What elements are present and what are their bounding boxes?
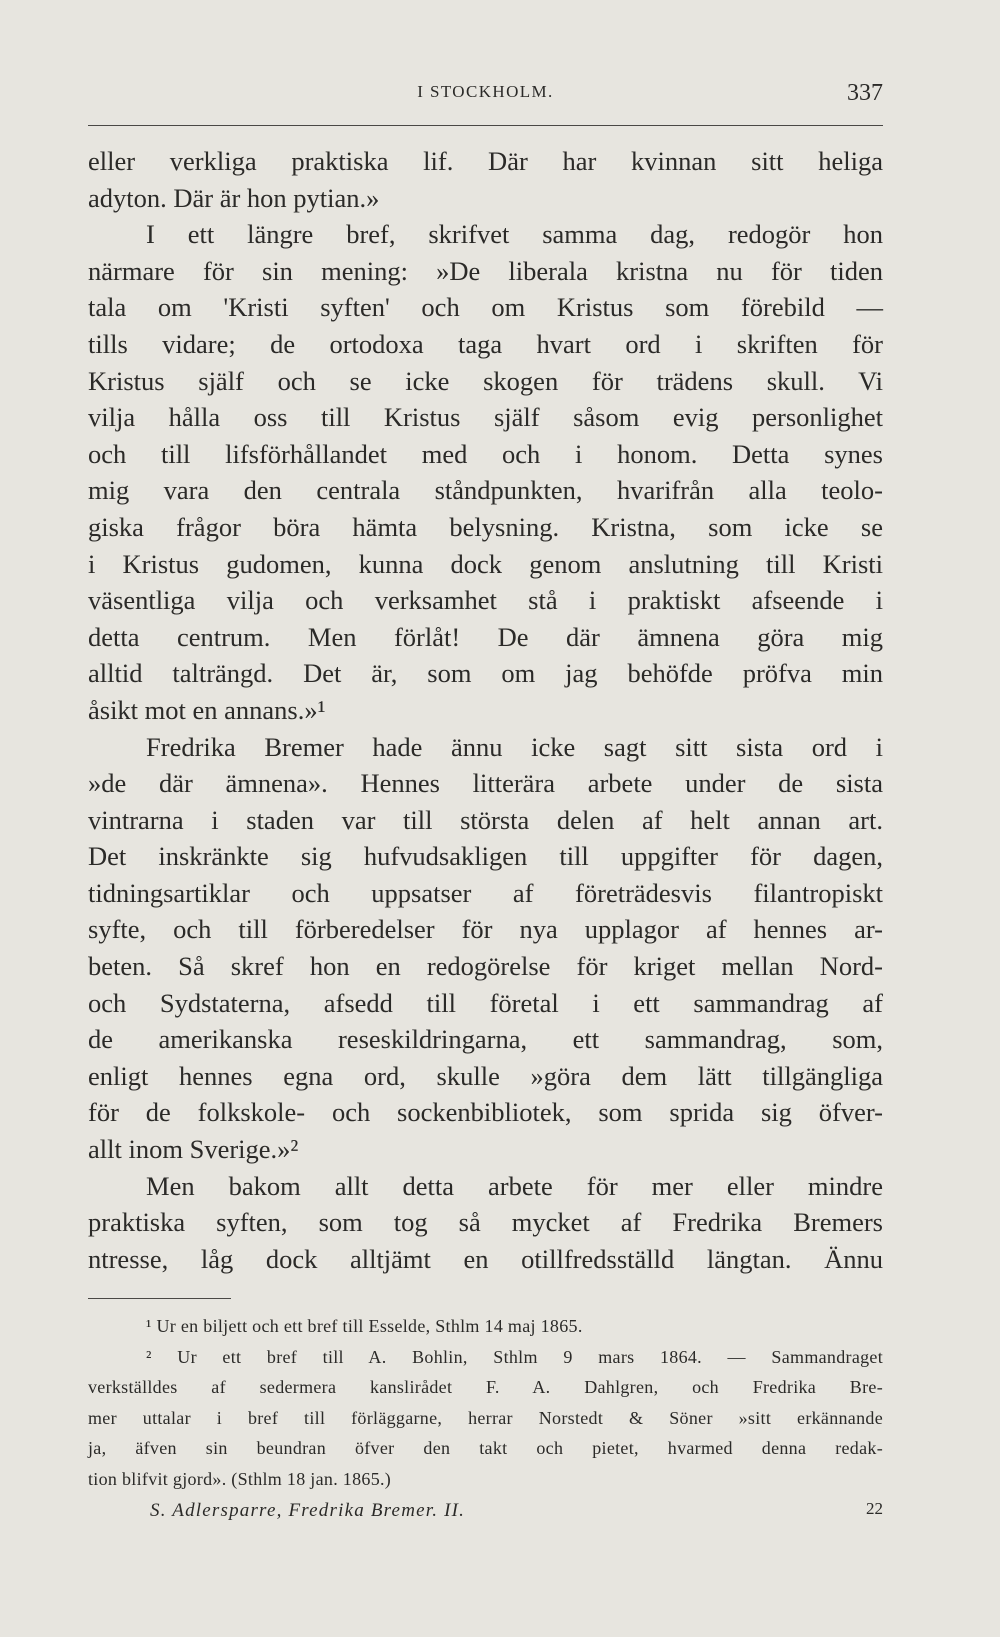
- text-line: och till lifsförhållandet med och i honom. Detta synes: [88, 438, 883, 469]
- text-line: tills vidare; de ortodoxa taga hvart ord i skriften för: [88, 328, 883, 359]
- text-line: praktiska syften, som tog så mycket af Fredrika Bremers: [88, 1207, 883, 1238]
- text-line: I ett längre bref, skrifvet samma dag, redogör hon: [146, 219, 883, 250]
- text-line: alltid talträngd. Det är, som om jag behöfde pröfva min: [88, 658, 883, 689]
- text-line: mig vara den centrala ståndpunkten, hvarifrån alla teolo-: [88, 475, 883, 506]
- header-rule: [88, 125, 883, 126]
- page-header: [88, 82, 883, 118]
- text-line: närmare för sin mening: »De liberala kristna nu för tiden: [88, 255, 883, 286]
- text-line: och Sydstaterna, afsedd till företal i ett sammandrag af: [88, 987, 883, 1018]
- text-line: allt inom Sverige.»²: [88, 1134, 299, 1165]
- text-line: Fredrika Bremer hade ännu icke sagt sitt sista ord i: [146, 731, 883, 762]
- footnote-rule: [88, 1298, 231, 1299]
- text-line: Kristus själf och se icke skogen för trädens skull. Vi: [88, 365, 883, 396]
- footnote-line: tion blifvit gjord». (Sthlm 18 jan. 1865.): [88, 1468, 392, 1489]
- text-line: vintrarna i staden var till största delen af helt annan art.: [88, 804, 883, 835]
- text-line: »de där ämnena». Hennes litterära arbete under de sista: [88, 768, 883, 799]
- signature-line: S. Adlersparre, Fredrika Bremer. II.: [150, 1500, 466, 1521]
- text-line: tidningsartiklar och uppsatser af företrädesvis filantropiskt: [88, 877, 883, 908]
- footnote-line: verkställdes af sedermera kanslirådet F. A. Dahlgren, och Fredrika Bre-: [88, 1377, 883, 1397]
- text-line: syfte, och till förberedelser för nya upplagor af hennes ar-: [88, 914, 883, 945]
- sheet-number: 22: [866, 1499, 883, 1518]
- text-line: för de folkskole- och sockenbibliotek, som sprida sig öfver-: [88, 1097, 883, 1128]
- text-line: Men bakom allt detta arbete för mer eller mindre: [146, 1170, 883, 1201]
- text-line: eller verkliga praktiska lif. Där har kvinnan sitt heliga: [88, 146, 883, 176]
- text-line: adyton. Där är hon pytian.»: [88, 182, 380, 213]
- footnote-line: mer uttalar i bref till förläggarne, herrar Norstedt & Söner »sitt erkännande: [88, 1407, 883, 1428]
- text-line: Det inskränkte sig hufvudsakligen till uppgifter för dagen,: [88, 841, 883, 872]
- running-head: I STOCKHOLM.: [417, 82, 554, 101]
- text-line: enligt hennes egna ord, skulle »göra dem lätt tillgängliga: [88, 1060, 883, 1091]
- text-line: beten. Så skref hon en redogörelse för kriget mellan Nord-: [88, 951, 883, 982]
- text-line: de amerikanska reseskildringarna, ett sammandrag, som,: [88, 1024, 883, 1055]
- text-line: tala om 'Kristi syften' och om Kristus som förebild —: [88, 292, 883, 323]
- text-line: åsikt mot en annans.»¹: [88, 694, 326, 725]
- page-number: 337: [847, 80, 883, 106]
- footnote-line: ¹ Ur en biljett och ett bref till Esselde, Sthlm 14 maj 1865.: [146, 1316, 583, 1336]
- body-text: [88, 143, 883, 1277]
- text-line: ntresse, låg dock alltjämt en otillfredsställd längtan. Ännu: [88, 1243, 883, 1274]
- footnote-line: ² Ur ett bref till A. Bohlin, Sthlm 9 mars 1864. — Sammandraget: [146, 1346, 883, 1367]
- text-line: detta centrum. Men förlåt! De där ämnena göra mig: [88, 621, 883, 652]
- text-line: giska frågor böra hämta belysning. Kristna, som icke se: [88, 511, 883, 542]
- footnotes: [88, 1311, 883, 1494]
- text-line: vilja hålla oss till Kristus själf såsom evig personlighet: [88, 402, 883, 433]
- text-line: i Kristus gudomen, kunna dock genom anslutning till Kristi: [88, 548, 883, 579]
- footnote-line: ja, äfven sin beundran öfver den takt och pietet, hvarmed denna redak-: [88, 1438, 883, 1458]
- text-line: väsentliga vilja och verksamhet stå i praktiskt afseende i: [88, 585, 883, 616]
